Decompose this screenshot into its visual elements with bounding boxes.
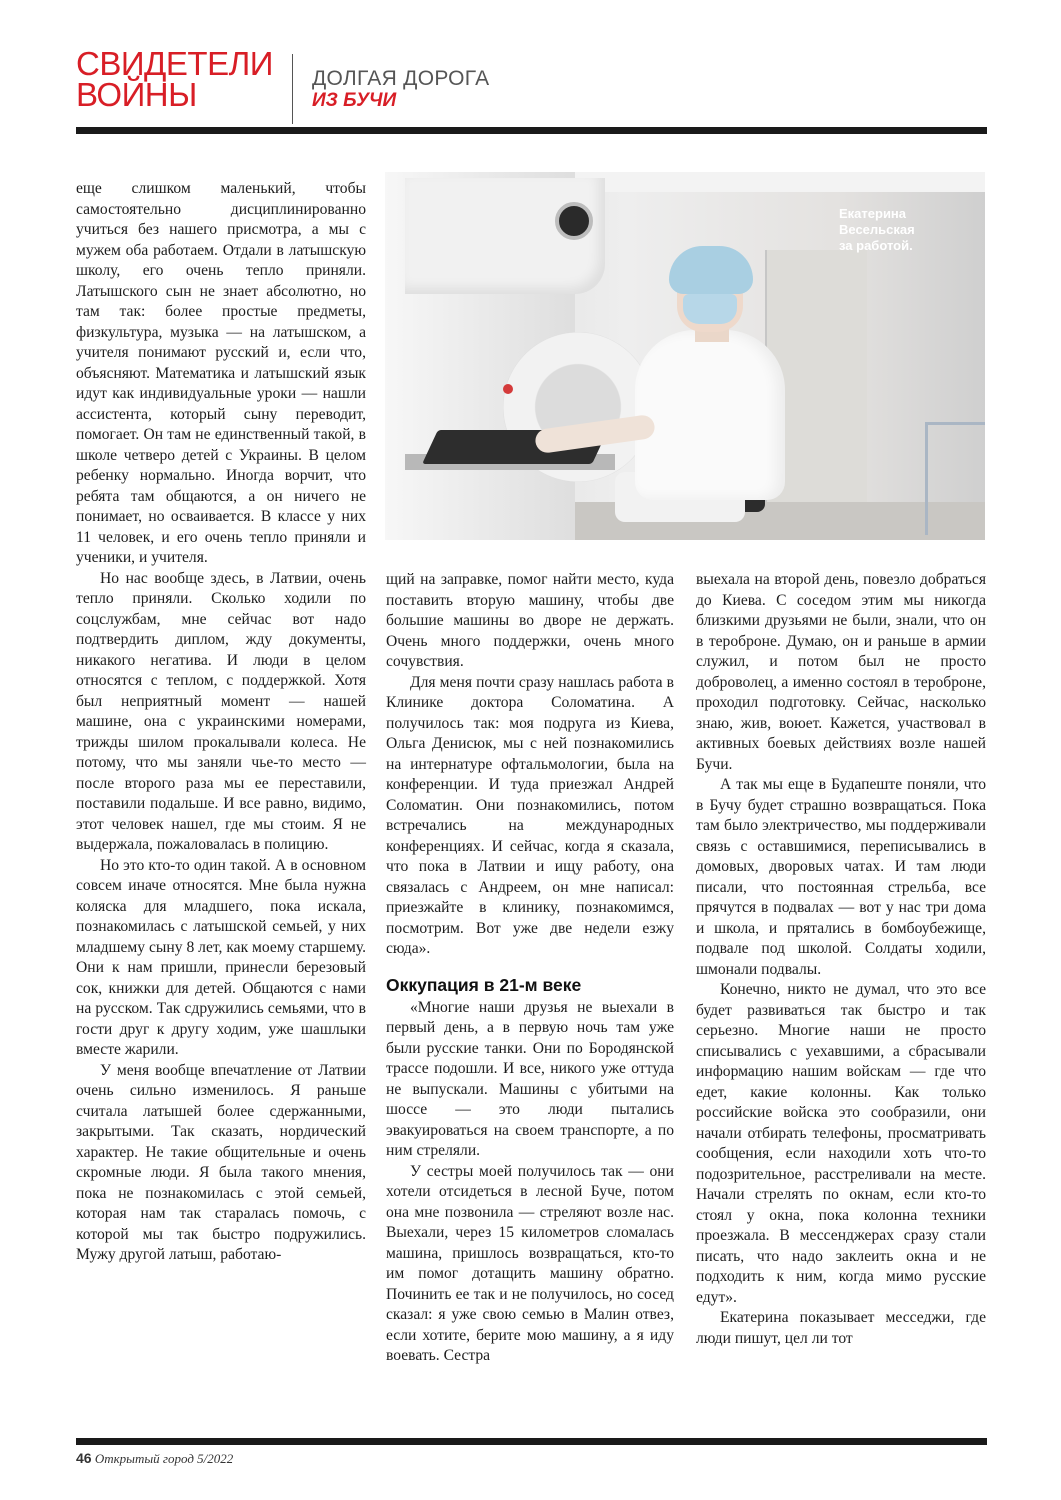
top-rule xyxy=(76,127,987,134)
paragraph: Конечно, никто не думал, что это все будет развиваться так быстро и так серьезно. Многие наши не просто списывались с уехавшими, а сбрасывали информацию нашим войскам — где что едет, какие колонны. Как только российские войска это сообразили, они начали отбирать телефоны, просматривать сообщения, если находили хоть что-то подозрительное, расстреливали на месте. Начали стрелять по окнам, если кто-то стоял у окна, пока колонна техники проезжала. В мессенджерах сразу стали писать, что надо заклеить окна и не подходить к ним, когда мимо русские едут». xyxy=(696,981,986,1306)
paragraph: У меня вообще впечатление от Латвии очень сильно изменилось. Я раньше считала латышей более сдержанными, закрытыми. Так сказать, нордический характер. Не такие общительные и очень скромные люди. Я была такого мнения, пока не познакомилась с этой семьей, которая нам так старалась помочь, с которой мы так быстро подружились. Мужу другой латыш, работаю- xyxy=(76,1061,366,1263)
paragraph: У сестры моей получилось так — они хотели отсидеться в лесной Буче, потом она мне позвонила — стреляют возле нас. Выехали, через 15 километров сломалась машина, пришлось возвращаться, кто-то им помог дотащить машину обратно. Починить ее так и не получилось, но сосед сказал: я уже свою семью в Малин отвез, если хотите, берите мою машину, а я иду воевать. Сестра xyxy=(386,1162,674,1364)
magazine-issue: Открытый город 5/2022 xyxy=(94,1451,234,1466)
subheading: Оккупация в 21-м веке xyxy=(386,974,582,995)
paragraph: Для меня почти сразу нашлась работа в Клинике доктора Соломатина. А получилось так: моя подруга из Киева, Ольга Денисюк, мы с ней познакомились на интернатуре офтальмологии, была на конференции. И туда приезжал Андрей Соломатин. Они познакомились, потом встречались на международных конференциях. И сейчас, когда я сказала, что пока в Латвии и ищу работу, она связалась с Андреем, он мне написал: приезжайте в клинику, познакомимся, посмотрим. Вот уже две недели езжу сюда». xyxy=(386,673,674,957)
article-column-2 xyxy=(386,570,674,1367)
paragraph: щий на заправке, помог найти место, куда поставить вторую машину, чтобы две большие машины во дворе не держать. Очень много поддержки, очень много сочувствия. xyxy=(386,571,674,670)
paragraph: А так мы еще в Будапеште поняли, что в Бучу будет страшно возвращаться. Пока там было электричество, мы поддерживали связь с оставшимися, переписывались в домовых, дворовых чатах. И там люди писали, что постоянная стрельба, все прячутся в подвалах — вот у нас три дома и школа, и прятались в бомбоубежище, подвале под школой. Солдаты ходили, шмонали подвалы. xyxy=(696,776,986,978)
article-photo xyxy=(385,172,985,540)
doctor-figure xyxy=(635,330,785,500)
paragraph: выехала на второй день, повезло добраться до Киева. С соседом этим мы никогда близкими друзьями не были, знали, что он в тероброне. Думаю, он и раньше в армии служил, и потом был не просто доброволец, а именно состоял в тероброне, проходил подготовку. Сейчас, насколько знаю, жив, воюет. Кажется, участвовал в активных боевых действиях возле нашей Бучи. xyxy=(696,571,986,773)
kicker-highlight: ИЗ БУЧИ xyxy=(312,90,397,111)
section-title xyxy=(76,45,286,113)
article-column-3 xyxy=(696,570,986,1349)
paragraph: Но нас вообще здесь, в Латвии, очень тепло приняли. Сколько ходили по соцслужбам, мне сейчас вот надо подтвердить диплом, жду документы, никакого негатива. И люди в целом относятся с теплом, с поддержкой. Хотя был неприятный момент — нашей машине, она с украинскими номерами, трижды шилом прокалывали колеса. Не потому, что мы заняли чье-то место — после второго раза мы ее переставили, поставили подальше. И все равно, видимо, этот человек нашел, где мы стоим. Я не выдержала, пожаловалась в полицию. xyxy=(76,569,366,853)
bottom-rule xyxy=(76,1438,987,1445)
kicker: ДОЛГАЯ ДОРОГА xyxy=(312,67,490,90)
paragraph: Екатерина показывает месседжи, где люди пишут, цел ли тот xyxy=(696,1309,986,1347)
article-column-1 xyxy=(76,179,366,1266)
paragraph: Но это кто-то один такой. А в основном совсем иначе относятся. Мне была нужна коляска для младшего, пока искала, познакомилась с латышской семьей, у них младшему сыну 8 лет, как моему старшему. Они к нам пришли, принесли березовый сок, книжки для детей. Общаются с нами на русском. Так сдружились семьями, что в гости друг к другу ходим, уже шашлыки вместе жарили. xyxy=(76,856,366,1058)
page-footer xyxy=(76,1450,233,1467)
header-divider xyxy=(292,54,293,124)
photo-caption: Екатерина Весельская за работой. xyxy=(839,206,915,253)
paragraph: еще слишком маленький, чтобы самостоятельно дисциплинированно учиться без нашего присмотра, а мы с мужем оба работаем. Отдали в латышскую школу, его очень тепло приняли. Латышского сын не знает абсолютно, но там так: более простые предметы, физкультура, музыка — на латышском, а учителя понимают русский и, если что, объясняют. Математика и латышский язык идут как индивидуальные уроки — нашли ассистента, который сыну переводит, помогает. Он там не единственный такой, в школе четверо детей с Украины. В целом ребенку нормально. Иногда ворчит, что ребята там общаются, а он ничего не понимает, но осваивается. В классе у них 11 человек, и его очень тепло приняли и ученики, и учителя. xyxy=(76,180,366,566)
section-title-line1: СВИДЕТЕЛИ xyxy=(76,45,273,82)
page-number: 46 xyxy=(76,1450,92,1466)
paragraph: «Многие наши друзья не выехали в первый день, а в первую ночь там уже были русские танки. Они по Бородянской трассе подошли. И все, никого уже оттуда не выпускали. Машины с убитыми на шоссе — это люди пытались эвакуироваться на своем транспорте, а по ним стреляли. xyxy=(386,998,674,1159)
section-title-line2: ВОЙНЫ xyxy=(76,76,197,113)
